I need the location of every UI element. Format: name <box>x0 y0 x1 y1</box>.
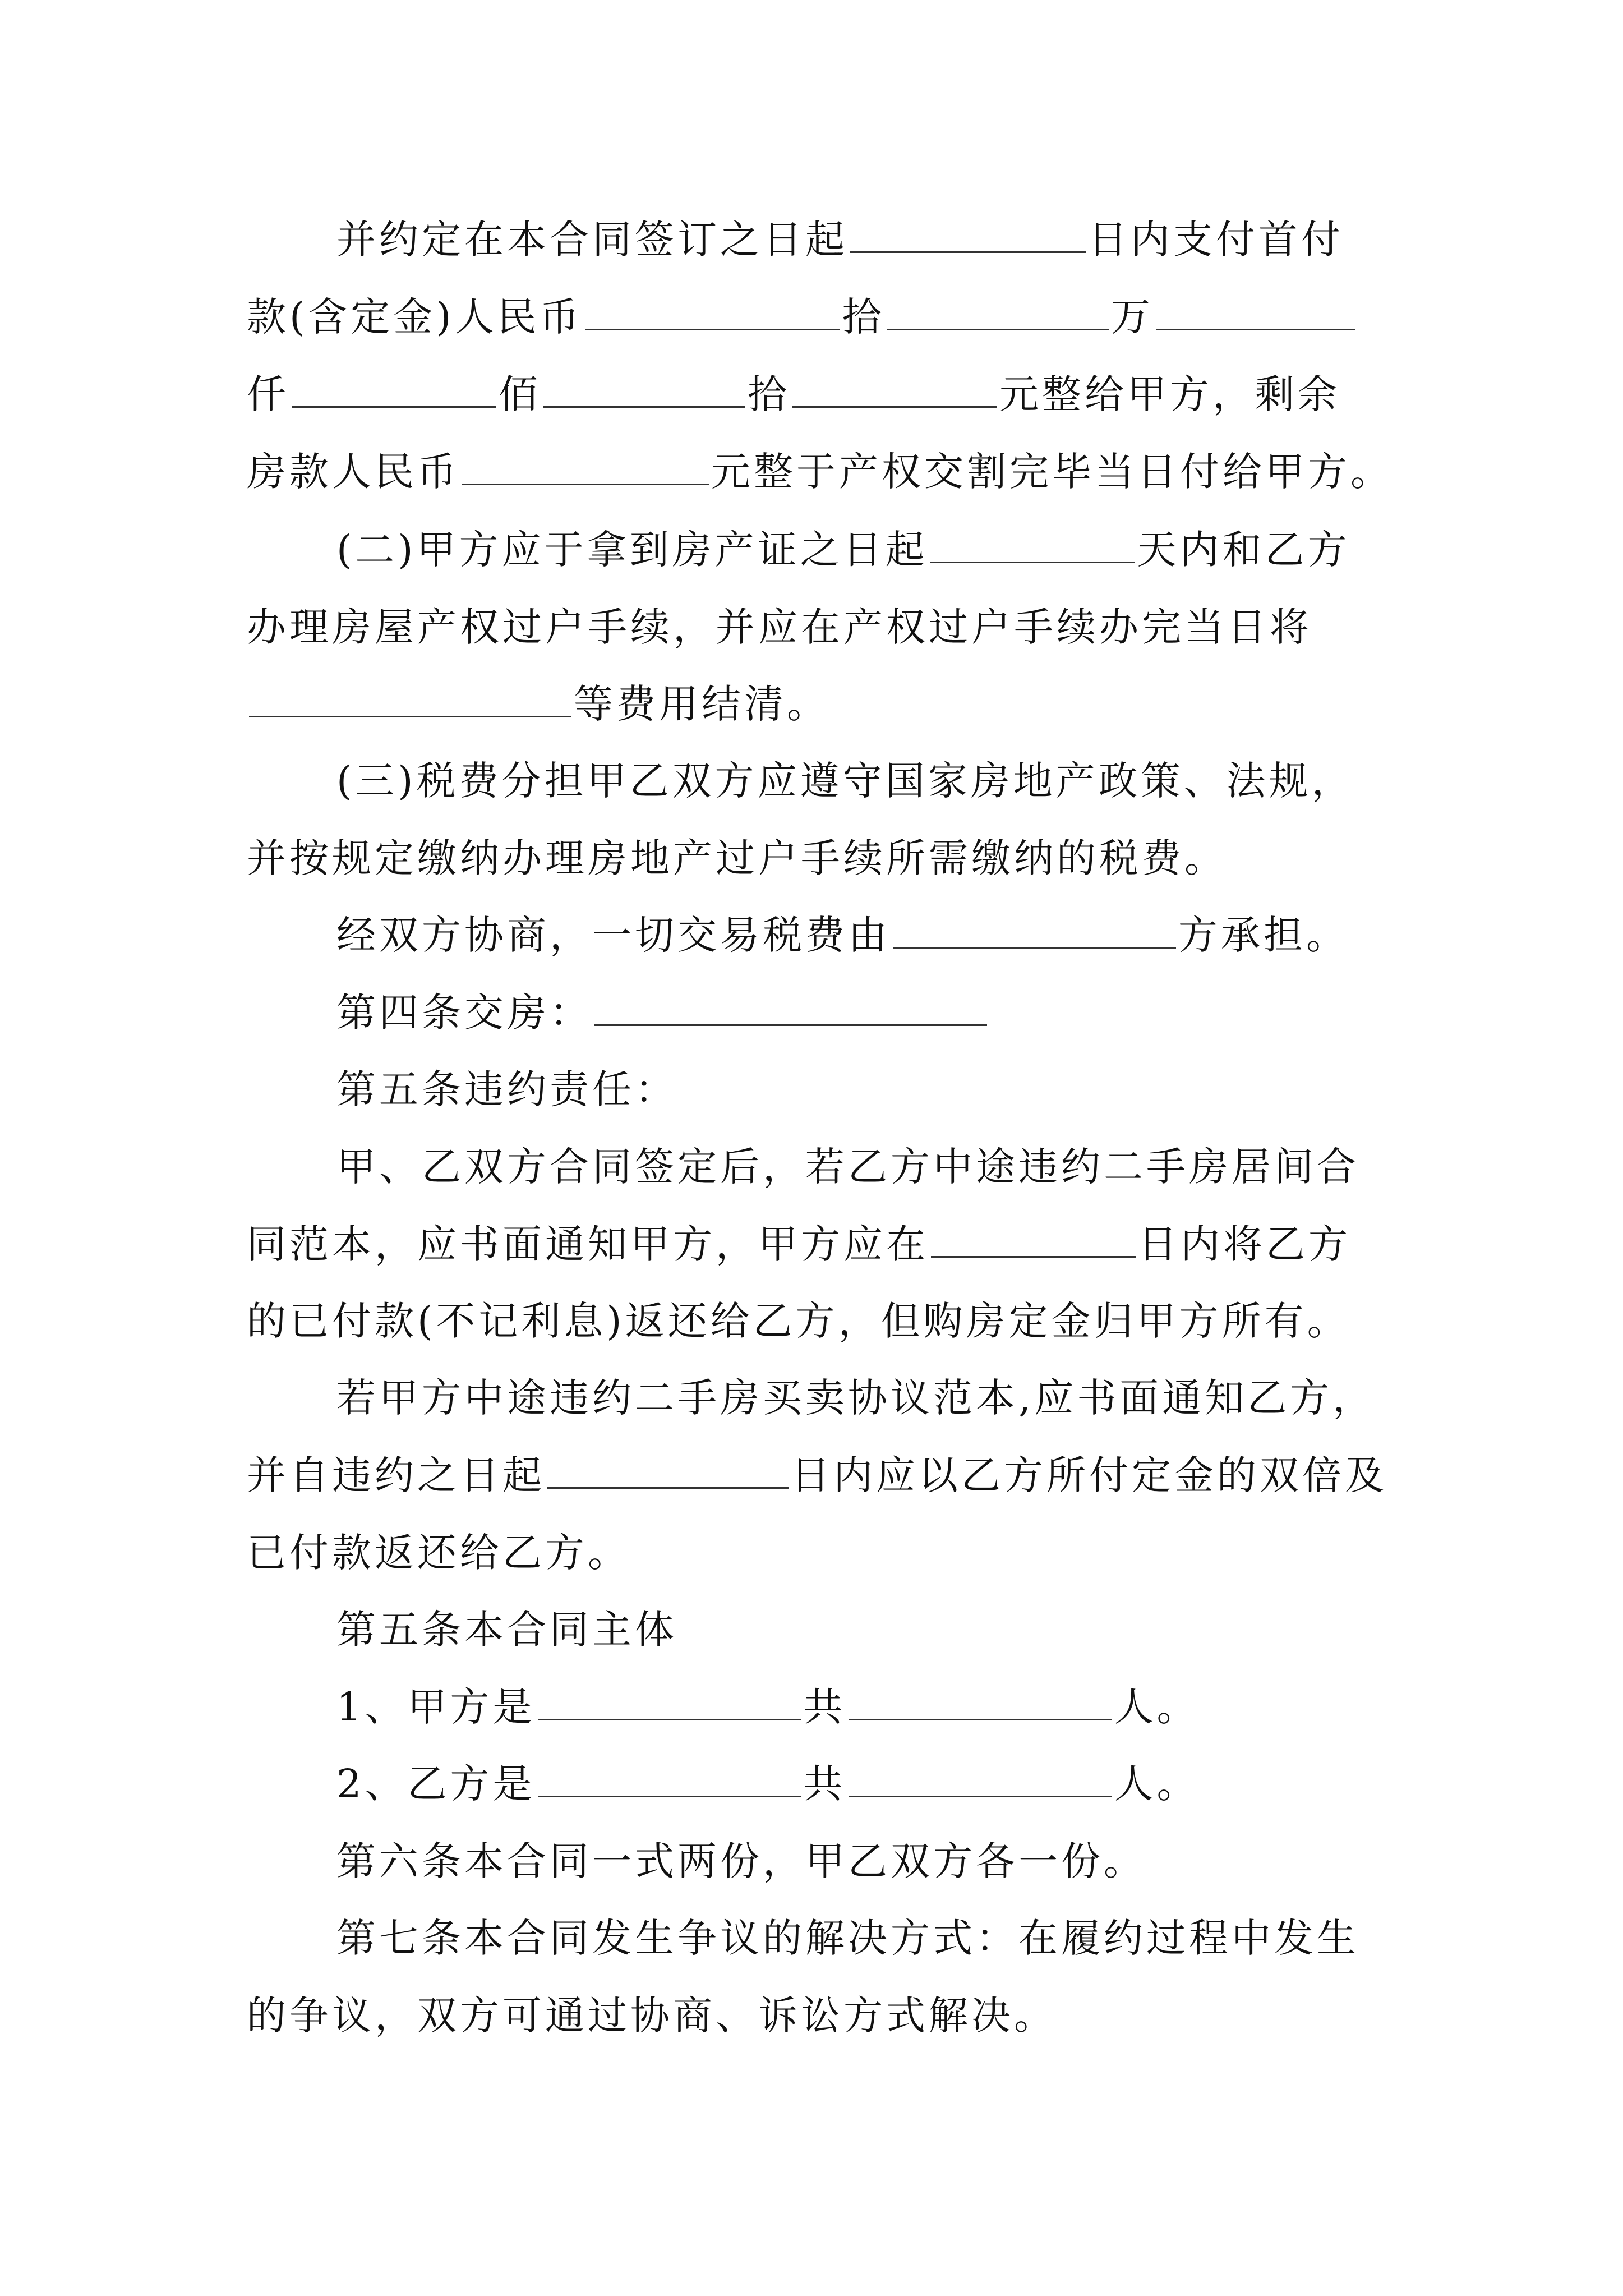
fill-in-blank <box>1156 289 1355 330</box>
text-line <box>336 1753 1200 1815</box>
fill-in-blank <box>893 908 1176 949</box>
line-text: 并按规定缴纳办理房地产过户手续所需缴纳的税费。 <box>247 835 1227 881</box>
line-text: 万 <box>1110 294 1154 340</box>
text-line <box>247 1522 630 1584</box>
line-text: 共 <box>803 1684 846 1730</box>
line-text: 人。 <box>1114 1684 1200 1730</box>
line-text: 办理房屋产权过户手续，并应在产权过户手续办完当日将 <box>247 604 1312 650</box>
fill-in-blank <box>849 1680 1112 1720</box>
line-text: 1、甲方是 <box>336 1684 536 1730</box>
text-line <box>336 1136 1359 1198</box>
line-text: 款(含定金)人民币 <box>247 294 583 340</box>
line-text: 拾 <box>748 371 790 417</box>
line-text: 日内将乙方 <box>1138 1221 1351 1267</box>
fill-in-blank <box>887 289 1109 330</box>
line-text: (二)甲方应于拿到房产证之日起 <box>336 527 928 573</box>
fill-in-blank <box>849 1756 1112 1797</box>
line-text: 并自违约之日起 <box>247 1452 545 1498</box>
text-line <box>336 1059 677 1120</box>
fill-in-blank <box>538 1680 801 1720</box>
line-text: 仟 <box>247 371 289 417</box>
line-text: (三)税费分担甲乙双方应遵守国家房地产政策、法规， <box>336 758 1354 804</box>
line-text: 甲、乙双方合同签定后，若乙方中途违约二手房居间合 <box>336 1144 1359 1190</box>
fill-in-blank <box>585 289 840 330</box>
line-text: 第五条本合同主体 <box>336 1607 677 1653</box>
line-text: 的已付款(不记利息)返还给乙方，但购房定金归甲方所有。 <box>247 1298 1350 1344</box>
fill-in-blank <box>292 367 496 408</box>
line-text: 第五条违约责任： <box>336 1066 677 1112</box>
line-text: 已付款返还给乙方。 <box>247 1530 630 1576</box>
text-line <box>247 364 1340 425</box>
text-line <box>247 596 1312 658</box>
fill-in-blank <box>249 677 571 717</box>
line-text: 天内和乙方 <box>1137 527 1350 573</box>
text-line <box>247 286 1357 348</box>
line-text: 第七条本合同发生争议的解决方式：在履约过程中发生 <box>336 1915 1359 1961</box>
line-text: 元整于产权交割完毕当日付给甲方。 <box>711 449 1393 495</box>
fill-in-blank <box>594 985 987 1026</box>
line-text: 第六条本合同一式两份，甲乙双方各一份。 <box>336 1838 1146 1884</box>
text-line <box>336 982 989 1043</box>
text-line <box>336 750 1354 812</box>
text-line <box>336 1599 677 1660</box>
fill-in-blank <box>850 212 1086 253</box>
line-text: 日内支付首付 <box>1088 217 1344 263</box>
text-line <box>247 1985 1057 2046</box>
text-line <box>336 1830 1146 1892</box>
line-text: 等费用结清。 <box>574 681 829 727</box>
line-text: 并约定在本合同签订之日起 <box>336 217 848 263</box>
text-line <box>336 519 1350 581</box>
text-line <box>336 1907 1359 1969</box>
text-line <box>247 673 829 735</box>
line-text: 2、乙方是 <box>336 1761 536 1807</box>
line-text: 人。 <box>1114 1761 1200 1807</box>
line-text: 佰 <box>499 371 541 417</box>
fill-in-blank <box>547 1448 789 1489</box>
fill-in-blank <box>543 367 745 408</box>
text-line <box>336 1367 1375 1429</box>
text-line <box>247 1444 1387 1506</box>
line-text: 方承担。 <box>1178 912 1349 958</box>
line-text: 日内应以乙方所付定金的双倍及 <box>791 1452 1387 1498</box>
fill-in-blank <box>538 1756 801 1797</box>
text-line <box>336 904 1349 966</box>
line-text: 的争议，双方可通过协商、诉讼方式解决。 <box>247 1993 1057 2039</box>
line-text: 元整给甲方，剩余 <box>999 371 1340 417</box>
text-line <box>336 209 1344 270</box>
text-line <box>247 1213 1351 1275</box>
line-text: 若甲方中途违约二手房买卖协议范本,应书面通知乙方， <box>336 1375 1376 1421</box>
line-text: 房款人民币 <box>247 449 460 495</box>
fill-in-blank <box>931 1217 1136 1258</box>
line-text: 经双方协商，一切交易税费由 <box>336 912 891 958</box>
text-line <box>247 441 1393 503</box>
fill-in-blank <box>792 367 997 408</box>
text-line <box>247 1290 1350 1352</box>
fill-in-blank <box>930 522 1135 563</box>
line-text: 拾 <box>842 294 885 340</box>
text-line <box>247 827 1227 889</box>
text-line <box>336 1676 1200 1738</box>
line-text: 第四条交房： <box>336 990 592 1036</box>
line-text: 共 <box>803 1761 846 1807</box>
line-text: 同范本，应书面通知甲方，甲方应在 <box>247 1221 929 1267</box>
fill-in-blank <box>462 444 709 485</box>
